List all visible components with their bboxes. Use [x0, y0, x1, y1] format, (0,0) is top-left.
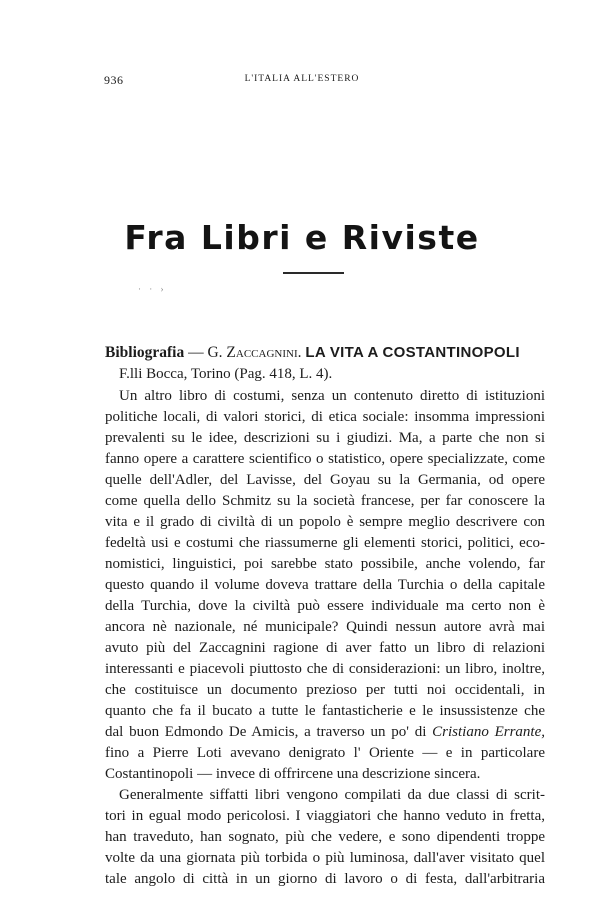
print-speck: · · › [138, 284, 167, 294]
section-title: Fra Libri e Riviste [124, 218, 480, 257]
entry-heading [105, 344, 557, 362]
body-line: interessanti e piacevoli piuttosto che di considerazioni: un libro, inoltre, [105, 661, 545, 677]
body-line-with-italic [105, 722, 545, 743]
body-line: nomistici, linguistici, poi sarebbe stato possibile, anche volendo, far [105, 556, 545, 572]
body-line: Un altro libro di costumi, senza un contenuto diretto di istituzioni [119, 388, 545, 404]
italic-book-title: Cristiano Errante, [432, 724, 545, 740]
body-line: fanno opere a carattere scientifico o statistico, opere specializzate, come [105, 451, 545, 467]
entry-publisher: F.lli Bocca, Torino (Pag. 418, L. 4). [119, 366, 333, 382]
body-line: avuto più del Zaccagnini ragione di aver fatto un libro di relazioni [105, 640, 545, 656]
body-line: politiche locali, di valori storici, di etica sociale: insomma impressioni [105, 409, 545, 425]
body-line: tori in egual modo pericolosi. I viaggiatori che hanno veduto in fretta, [105, 808, 545, 824]
body-line: tale angolo di città in un giorno di lavoro o di festa, dall'arbitraria [105, 871, 545, 887]
body-line: ancora nè nazionale, né municipale? Quindi nessun autore avrà mai [105, 619, 545, 635]
body-line: fino a Pierre Loti avevano denigrato l' Oriente — e in particolare [105, 745, 545, 761]
review-body [105, 386, 545, 890]
body-line-start: dal buon Edmondo De Amicis, a traverso un po' di [105, 724, 427, 740]
entry-category: Bibliografia [105, 344, 185, 361]
body-line: questo quando il volume doveva trattare della Turchia o della capitale [105, 577, 545, 593]
body-line: volte da una giornata più torbida o più luminosa, dall'aver visitato quel [105, 850, 545, 866]
entry-author: G. Zaccagnini. [207, 344, 302, 361]
body-line: quanto che fa il bucato a tutte le fantasticherie e le insussistenze che [105, 703, 545, 719]
running-header: L'ITALIA ALL'ESTERO [244, 74, 360, 84]
body-line: han traveduto, han sognato, più che vedere, e sono dipendenti troppe [105, 829, 545, 845]
body-line: come quella dello Schmitz su la società francese, per far conoscere la [105, 493, 545, 509]
body-line: vita e il grado di civiltà di un popolo è sempre meglio descrivere con [105, 514, 545, 530]
entry-separator: — [188, 344, 204, 361]
title-rule [283, 272, 344, 274]
page-number: 936 [104, 73, 124, 87]
body-line: quelle dell'Adler, del Lavisse, del Goyau su la Germania, od opere [105, 472, 545, 488]
body-line: Costantinopoli — invece di offrircene una descrizione sincera. [105, 766, 481, 782]
entry-book-title: LA VITA A COSTANTINOPOLI [305, 344, 520, 361]
body-line: prevalenti su le idee, descrizioni su i giudizi. Ma, a parte che non si [105, 430, 545, 446]
body-line: della Turchia, dove la civiltà può essere individuale ma certo non è [105, 598, 545, 614]
body-line: che costituisce un documento prezioso per tutti noi occidentali, in [105, 682, 545, 698]
body-line: Generalmente siffatti libri vengono compilati da due classi di scrit- [119, 787, 545, 803]
body-line: fedeltà usi e costumi che riassumerne gli elementi storici, politici, eco- [105, 535, 545, 551]
